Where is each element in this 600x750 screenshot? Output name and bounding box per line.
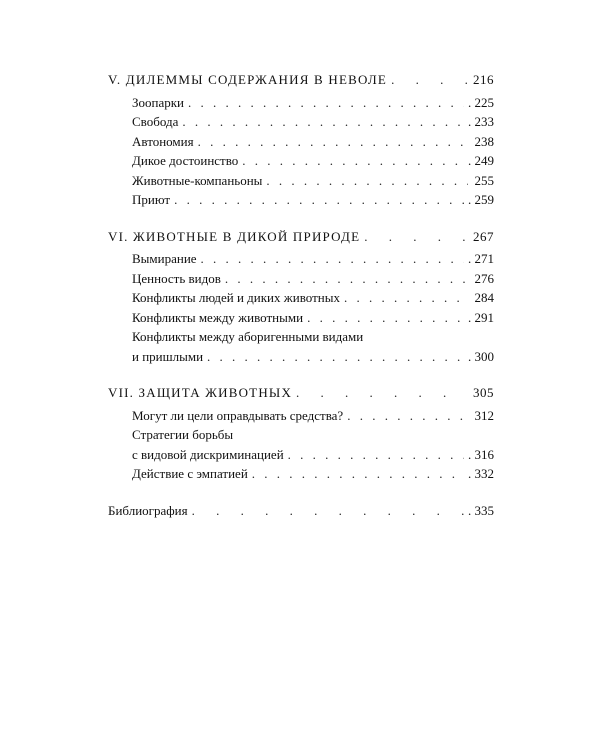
dot-leader [364, 227, 468, 247]
toc-section-vii [108, 383, 494, 484]
toc-entry[interactable] [108, 308, 494, 328]
entry-title: Конфликты между животными [132, 309, 304, 325]
toc-entry-line-2[interactable] [108, 445, 494, 465]
dot-leader [391, 70, 468, 90]
entry-title: Приют [132, 192, 171, 207]
entry-page-number: 284 [474, 290, 494, 305]
entry-title: Животные-компаньоны [132, 172, 263, 188]
toc-entry[interactable] [108, 112, 494, 132]
chapter-page-number: 305 [473, 385, 494, 400]
toc-section-vi [108, 227, 494, 367]
toc-entry[interactable] [108, 171, 494, 191]
toc-entry[interactable] [108, 132, 494, 152]
entry-page-number: . 271 [468, 251, 494, 266]
toc-entry-line-2[interactable] [108, 347, 494, 367]
entry-title: Стратегии борьбы [132, 427, 234, 442]
dot-leader [288, 445, 464, 465]
entry-page-number: 238 [474, 133, 494, 149]
toc-entry[interactable] [108, 269, 494, 289]
entry-page-number: . 225 [468, 94, 494, 110]
toc-chapter-heading[interactable] [108, 383, 494, 403]
entry-title: Ценность видов [132, 270, 221, 286]
entry-page-number: . 300 [468, 348, 494, 364]
toc-entry-line-1[interactable] [108, 425, 494, 445]
dot-leader [296, 383, 468, 403]
toc-chapter-heading[interactable] [108, 70, 494, 90]
entry-page-number: . 233 [468, 114, 494, 129]
chapter-title: VI. ЖИВОТНЫЕ В ДИКОЙ ПРИРОДЕ [108, 228, 361, 244]
toc-entry[interactable] [108, 151, 494, 171]
entry-title: Конфликты людей и диких животных [132, 290, 340, 305]
entry-title: Дикое достоинство [132, 153, 239, 168]
dot-leader [182, 112, 464, 132]
chapter-title: VII. ЗАЩИТА ЖИВОТНЫХ [108, 385, 293, 400]
entry-page-number: . 291 [468, 309, 494, 325]
chapter-title: V. ДИЛЕММЫ СОДЕРЖАНИЯ В НЕВОЛЕ [108, 72, 388, 87]
toc-section-v [108, 70, 494, 210]
dot-leader [266, 171, 468, 191]
entry-page-number: . 259 [468, 192, 494, 207]
entry-title: Конфликты между аборигенными видами [132, 329, 364, 344]
toc-entry[interactable] [108, 464, 494, 484]
dot-leader [188, 93, 464, 113]
bibliography-title: Библиография [108, 502, 188, 518]
toc-entry[interactable] [108, 190, 494, 210]
entry-title: Автономия [132, 133, 194, 149]
bibliography-page-number: . 335 [468, 502, 494, 518]
toc-entry[interactable] [108, 93, 494, 113]
entry-page-number: . 332 [468, 466, 494, 481]
entry-title: Вымирание [132, 251, 197, 266]
dot-leader [174, 190, 464, 210]
toc-entry[interactable] [108, 249, 494, 269]
toc-entry[interactable] [108, 406, 494, 426]
entry-title: Действие с эмпатией [132, 466, 248, 481]
dot-leader [242, 151, 464, 171]
dot-leader [307, 308, 464, 328]
chapter-page-number: 267 [473, 228, 494, 244]
entry-page-number: . 249 [468, 153, 494, 168]
dot-leader [252, 464, 464, 484]
toc-entry-line-1[interactable] [108, 327, 494, 347]
entry-page-number: . 316 [468, 446, 494, 462]
entry-title-continuation: с видовой дискриминацией [132, 446, 284, 462]
dot-leader [207, 347, 464, 367]
entry-page-number: 312 [474, 407, 494, 423]
dot-leader [344, 288, 468, 308]
toc-chapter-heading[interactable] [108, 227, 494, 247]
toc-entry[interactable] [108, 288, 494, 308]
dot-leader [201, 249, 464, 269]
entry-title: Зоопарки [132, 94, 185, 110]
dot-leader [198, 132, 468, 152]
entry-title: Свобода [132, 114, 179, 129]
dot-leader [192, 501, 464, 521]
table-of-contents [108, 70, 494, 520]
entry-page-number: 276 [474, 270, 494, 286]
toc-bibliography[interactable] [108, 501, 494, 521]
entry-title-continuation: и пришлыми [132, 348, 204, 364]
entry-title: Могут ли цели оправдывать средства? [132, 407, 344, 423]
chapter-page-number: 216 [473, 72, 494, 87]
entry-page-number: 255 [474, 172, 494, 188]
dot-leader [225, 269, 468, 289]
dot-leader [347, 406, 468, 426]
